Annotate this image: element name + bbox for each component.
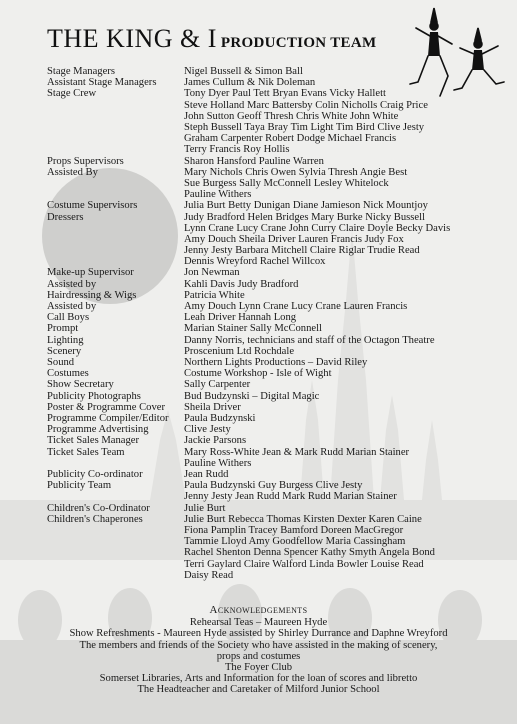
credit-name-line: Sally Carpenter — [184, 379, 251, 391]
credit-role: Publicity Co-ordinator — [47, 469, 143, 481]
credit-names — [184, 357, 507, 368]
credit-name-line: Paula Budzynski — [184, 413, 256, 425]
credit-row — [47, 279, 507, 290]
credit-names — [184, 212, 507, 268]
credit-name-line: Paula Budzynski Guy Burgess Clive Jesty — [184, 480, 363, 492]
credit-role: Assisted by — [47, 278, 97, 290]
acknowledgements-lines — [0, 617, 517, 695]
credit-name-line: Pauline Withers — [184, 189, 252, 201]
credit-row — [47, 301, 507, 312]
credit-name-line: Daisy Read — [184, 569, 234, 581]
credit-name-line: John Sutton Geoff Thresh Chris White John White — [184, 110, 399, 122]
credit-row — [47, 503, 507, 514]
credit-name-line: Terry Francis Roy Hollis — [184, 144, 290, 156]
credit-name-line: Julia Burt Betty Dunigan Diane Jamieson Nick Mountjoy — [184, 200, 428, 212]
credit-role: Make-up Supervisor — [47, 267, 134, 279]
credit-name-line: Tammie Lloyd Amy Goodfellow Maria Cassingham — [184, 536, 406, 548]
credit-row — [47, 156, 507, 167]
credit-role: Children's Chaperones — [47, 513, 143, 525]
credit-role: Stage Crew — [47, 88, 97, 100]
credit-role: Assistant Stage Managers — [47, 77, 157, 89]
credit-row — [47, 402, 507, 413]
credit-name-line: Northern Lights Productions – David Riley — [184, 357, 368, 369]
credit-name-line: Clive Jesty — [184, 424, 231, 436]
acknowledgement-line: Show Refreshments - Maureen Hyde assisted by Shirley Durrance and Daphne Wreyford — [69, 628, 448, 640]
credit-names — [184, 413, 507, 424]
credit-name-line: Jenny Jesty Barbara Mitchell Claire Riglar Trudie Read — [184, 245, 420, 257]
credit-name-line: Amy Douch Sheila Driver Lauren Francis Judy Fox — [184, 233, 404, 245]
credit-row — [47, 323, 507, 334]
credit-row — [47, 413, 507, 424]
credit-names — [184, 514, 507, 581]
credit-names — [184, 391, 507, 402]
credit-names — [184, 435, 507, 446]
credit-name-line: Steph Bussell Taya Bray Tim Light Tim Bird Clive Jesty — [184, 121, 425, 133]
credit-names — [184, 88, 507, 155]
credit-row — [47, 290, 507, 301]
credit-name-line: Mary Nichols Chris Owen Sylvia Thresh Angie Best — [184, 166, 408, 178]
credit-name-line: Jenny Jesty Jean Rudd Mark Rudd Marian Stainer — [184, 491, 397, 503]
acknowledgement-line: The Foyer Club — [224, 662, 293, 674]
credit-role: Publicity Team — [47, 480, 112, 492]
credit-row — [47, 66, 507, 77]
credit-names — [184, 503, 507, 514]
page-title — [47, 24, 376, 54]
credit-name-line: Steve Holland Marc Battersby Colin Nicholls Craig Price — [184, 99, 428, 111]
acknowledgements — [0, 605, 517, 696]
credit-names — [184, 447, 507, 469]
credit-row — [47, 357, 507, 368]
credit-name-line: Jackie Parsons — [184, 435, 247, 447]
credit-names — [184, 402, 507, 413]
credit-role: Costumes — [47, 368, 89, 380]
credit-row — [47, 424, 507, 435]
credit-name-line: Danny Norris, technicians and staff of the Octagon Theatre — [184, 334, 435, 346]
credit-role: Hairdressing & Wigs — [47, 289, 137, 301]
credit-role: Poster & Programme Cover — [47, 401, 165, 413]
credit-row — [47, 335, 507, 346]
credit-row — [47, 480, 507, 502]
credit-row — [47, 77, 507, 88]
credit-names — [184, 267, 507, 278]
show-title: THE KING & I — [47, 24, 217, 53]
credit-names — [184, 156, 507, 167]
credit-name-line: Terri Gaylard Claire Walford Linda Bowler Louise Read — [184, 558, 424, 570]
credit-role: Children's Co-Ordinator — [47, 502, 150, 514]
team-title: PRODUCTION TEAM — [220, 35, 377, 51]
credit-row — [47, 267, 507, 278]
credit-names — [184, 346, 507, 357]
credit-role: Costume Supervisors — [47, 200, 138, 212]
credit-name-line: Dennis Wreyford Rachel Willcox — [184, 256, 326, 268]
credit-row — [47, 447, 507, 469]
credit-name-line: Amy Douch Lynn Crane Lucy Crane Lauren Francis — [184, 301, 408, 313]
credit-names — [184, 301, 507, 312]
credit-name-line: Mary Ross-White Jean & Mark Rudd Marian Stainer — [184, 446, 410, 458]
credit-name-line: Costume Workshop - Isle of Wight — [184, 368, 332, 380]
credit-row — [47, 212, 507, 268]
credit-name-line: Julie Burt Rebecca Thomas Kirsten Dexter Karen Caine — [184, 513, 422, 525]
credit-role: Dressers — [47, 211, 84, 223]
credit-names — [184, 290, 507, 301]
credit-names — [184, 480, 507, 502]
credit-names — [184, 335, 507, 346]
credit-name-line: Lynn Crane Lucy Crane John Curry Claire Doyle Becky Davis — [184, 222, 451, 234]
credit-name-line: Nigel Bussell & Simon Ball — [184, 66, 303, 77]
credit-names — [184, 167, 507, 201]
acknowledgement-line: The members and friends of the Society who have assisted in the making of scenery, — [79, 639, 438, 651]
credit-name-line: James Cullum & Nik Doleman — [184, 77, 316, 89]
credit-role: Programme Compiler/Editor — [47, 413, 169, 425]
credit-row — [47, 435, 507, 446]
credit-names — [184, 200, 507, 211]
credit-names — [184, 312, 507, 323]
credit-name-line: Graham Carpenter Robert Dodge Michael Francis — [184, 133, 397, 145]
acknowledgements-heading: Acknowledgements — [209, 604, 308, 616]
credit-row — [47, 514, 507, 581]
credit-row — [47, 469, 507, 480]
acknowledgement-line: Rehearsal Teas – Maureen Hyde — [189, 617, 328, 629]
credit-name-line: Sharon Hansford Pauline Warren — [184, 155, 324, 167]
credit-role: Sound — [47, 357, 75, 369]
credit-row — [47, 391, 507, 402]
credit-names — [184, 66, 507, 77]
credit-row — [47, 88, 507, 155]
credit-name-line: Bud Budzynski – Digital Magic — [184, 390, 320, 402]
credit-role: Assisted by — [47, 301, 97, 313]
credit-role: Stage Managers — [47, 66, 115, 77]
credit-names — [184, 424, 507, 435]
credit-name-line: Rachel Shenton Denna Spencer Kathy Smyth Angela Bond — [184, 547, 435, 559]
credit-names — [184, 279, 507, 290]
credit-name-line: Pauline Withers — [184, 457, 252, 469]
credit-role: Lighting — [47, 334, 84, 346]
credit-role: Prompt — [47, 323, 79, 335]
credit-name-line: Jean Rudd — [184, 469, 229, 481]
credit-name-line: Patricia White — [184, 289, 245, 301]
credit-name-line: Sheila Driver — [184, 401, 241, 413]
credit-names — [184, 323, 507, 334]
credit-name-line: Julie Burt — [184, 502, 226, 514]
credits-list — [47, 66, 507, 581]
credit-name-line: Leah Driver Hannah Long — [184, 312, 297, 324]
credit-name-line: Proscenium Ltd Rochdale — [184, 345, 295, 357]
credit-row — [47, 346, 507, 357]
credit-role: Programme Advertising — [47, 424, 149, 436]
credit-role: Assisted By — [47, 166, 98, 178]
credit-name-line: Kahli Davis Judy Bradford — [184, 278, 299, 290]
credit-names — [184, 469, 507, 480]
credit-name-line: Sue Burgess Sally McConnell Lesley Whitelock — [184, 177, 389, 189]
credit-row — [47, 312, 507, 323]
credit-row — [47, 379, 507, 390]
acknowledgement-line: props and costumes — [216, 650, 301, 662]
credit-row — [47, 200, 507, 211]
acknowledgement-line: Somerset Libraries, Arts and Information for the loan of scores and libretto — [99, 673, 418, 685]
credit-row — [47, 368, 507, 379]
credit-role: Props Supervisors — [47, 155, 124, 167]
credit-name-line: Judy Bradford Helen Bridges Mary Burke Nicky Bussell — [184, 211, 425, 223]
credit-role: Ticket Sales Manager — [47, 435, 139, 447]
credit-role: Show Secretary — [47, 379, 114, 391]
credit-role: Publicity Photographs — [47, 390, 141, 402]
acknowledgement-line: The Headteacher and Caretaker of Milford Junior School — [137, 684, 380, 696]
credit-names — [184, 368, 507, 379]
credit-name-line: Jon Newman — [184, 267, 240, 279]
credit-role: Scenery — [47, 345, 82, 357]
credit-name-line: Tony Dyer Paul Tett Bryan Evans Vicky Hallett — [184, 88, 386, 100]
credit-names — [184, 379, 507, 390]
credit-name-line: Marian Stainer Sally McConnell — [184, 323, 322, 335]
credit-names — [184, 77, 507, 88]
credit-role: Ticket Sales Team — [47, 446, 125, 458]
credit-role: Call Boys — [47, 312, 90, 324]
credit-name-line: Fiona Pamplin Tracey Bamford Doreen MacGregor — [184, 525, 404, 537]
credit-row — [47, 167, 507, 201]
